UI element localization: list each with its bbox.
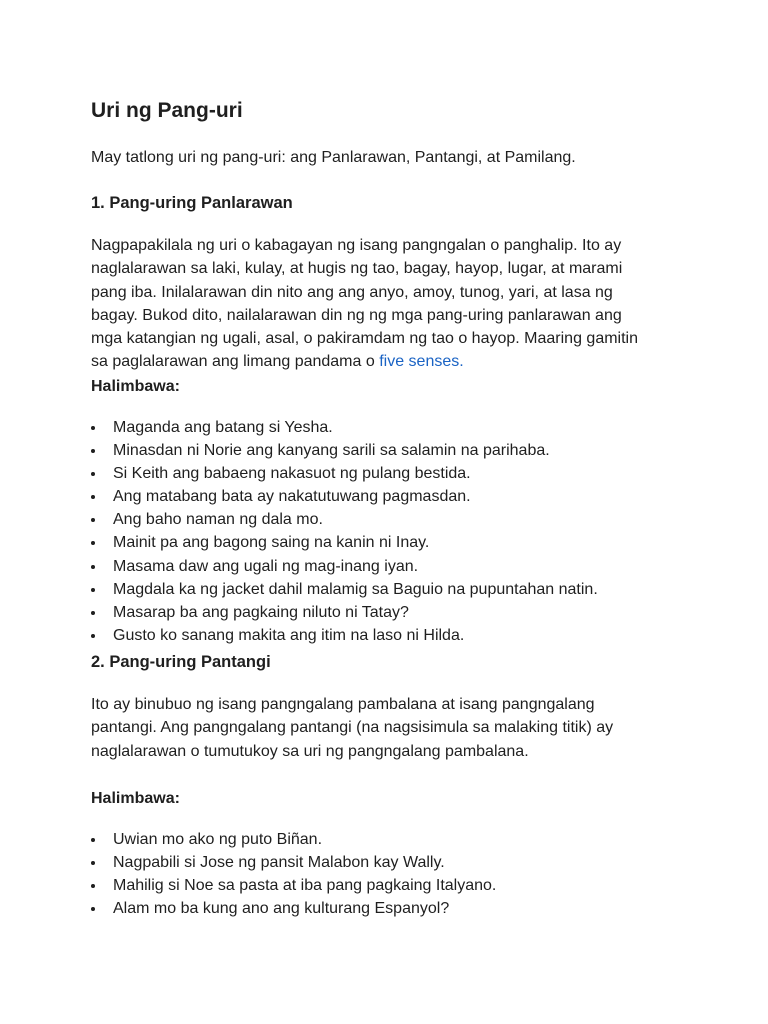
paragraph-line: naglalarawan sa laki, kulay, at hugis ng tao, bagay, hayop, lugar, at marami (91, 260, 623, 278)
paragraph-line: Ito ay binubuo ng isang pangngalang pambalana at isang pangngalang (91, 696, 595, 713)
bullet-icon (91, 611, 95, 615)
list-item (91, 531, 598, 554)
intro-text: May tatlong uri ng pang-uri: ang Panlarawan, Pantangi, at Pamilang. (91, 149, 576, 166)
list-item-text: Nagpabili si Jose ng pansit Malabon kay Wally. (113, 854, 445, 872)
list-item-text: Magdala ka ng jacket dahil malamig sa Baguio na pupuntahan natin. (113, 580, 598, 598)
section-heading-pantangi: 2. Pang-uring Pantangi (91, 653, 271, 671)
section-heading-panlarawan: 1. Pang-uring Panlarawan (91, 194, 293, 212)
list-item-text: Ang matabang bata ay nakatutuwang pagmasdan. (113, 488, 471, 506)
list-item-text: Ang baho naman ng dala mo. (113, 511, 323, 529)
list-item-text: Gusto ko sanang makita ang itim na laso ni Hilda. (113, 626, 465, 644)
list-item-text: Masama daw ang ugali ng mag-inang iyan. (113, 557, 419, 575)
list-item-text: Si Keith ang babaeng nakasuot ng pulang bestida. (113, 465, 471, 483)
list-item-text: Maganda ang batang si Yesha. (113, 419, 333, 436)
bullet-icon (91, 907, 95, 911)
list-item (91, 416, 598, 439)
examples-list-pantangi (91, 828, 496, 920)
list-item (91, 555, 598, 578)
list-item-text: Masarap ba ang pagkaing niluto ni Tatay? (113, 603, 409, 621)
bullet-icon (91, 565, 95, 569)
list-item (91, 851, 496, 874)
list-item (91, 508, 598, 531)
paragraph-line-with-link (91, 350, 691, 373)
list-item (91, 485, 598, 508)
list-item (91, 828, 496, 851)
list-item-text: Mainit pa ang bagong saing na kanin ni Inay. (113, 534, 430, 552)
bullet-icon (91, 838, 95, 842)
bullet-icon (91, 884, 95, 888)
list-item (91, 462, 598, 485)
examples-list-panlarawan (91, 416, 598, 647)
list-item (91, 578, 598, 601)
paragraph-line: pantangi. Ang pangngalang pantangi (na nagsisimula sa malaking titik) ay (91, 719, 614, 737)
paragraph-line: naglalarawan o tumutukoy sa uri ng pangngalang pambalana. (91, 742, 529, 760)
paragraph-line: Nagpapakilala ng uri o kabagayan ng isang pangngalan o panghalip. Ito ay (91, 237, 622, 254)
list-item (91, 439, 598, 462)
list-item (91, 874, 496, 897)
list-item-text: Mahilig si Noe sa pasta at iba pang pagkaing Italyano. (113, 877, 497, 895)
bullet-icon (91, 861, 95, 865)
paragraph-line: mga katangian ng ugali, asal, o pakiramdam ng tao o hayop. Maaring gamitin (91, 330, 638, 348)
examples-label: Halimbawa: (91, 378, 180, 395)
list-item-text: Alam mo ba kung ano ang kulturang Espanyol? (113, 900, 450, 918)
list-item (91, 897, 496, 920)
bullet-icon (91, 634, 95, 638)
examples-label: Halimbawa: (91, 790, 180, 807)
page-title: Uri ng Pang-uri (91, 99, 243, 122)
bullet-icon (91, 588, 95, 592)
list-item (91, 624, 598, 647)
list-item-text: Uwian mo ako ng puto Biñan. (113, 831, 323, 848)
list-item-text: Minasdan ni Norie ang kanyang sarili sa salamin na parihaba. (113, 442, 550, 460)
five-senses-link[interactable]: five senses. (379, 353, 464, 371)
bullet-icon (91, 541, 95, 545)
bullet-icon (91, 495, 95, 499)
paragraph-line: bagay. Bukod dito, nailalarawan din ng ng mga pang-uring panlarawan ang (91, 306, 622, 324)
bullet-icon (91, 518, 95, 522)
bullet-icon (91, 426, 95, 430)
paragraph-line: pang iba. Inilalarawan din nito ang ang anyo, amoy, tunog, yari, at lasa ng (91, 283, 613, 301)
section-paragraph-pantangi (91, 693, 691, 763)
bullet-icon (91, 472, 95, 476)
bullet-icon (91, 449, 95, 453)
paragraph-line: sa paglalarawan ang limang pandama o (91, 353, 380, 371)
section-paragraph-panlarawan (91, 234, 691, 374)
list-item (91, 601, 598, 624)
